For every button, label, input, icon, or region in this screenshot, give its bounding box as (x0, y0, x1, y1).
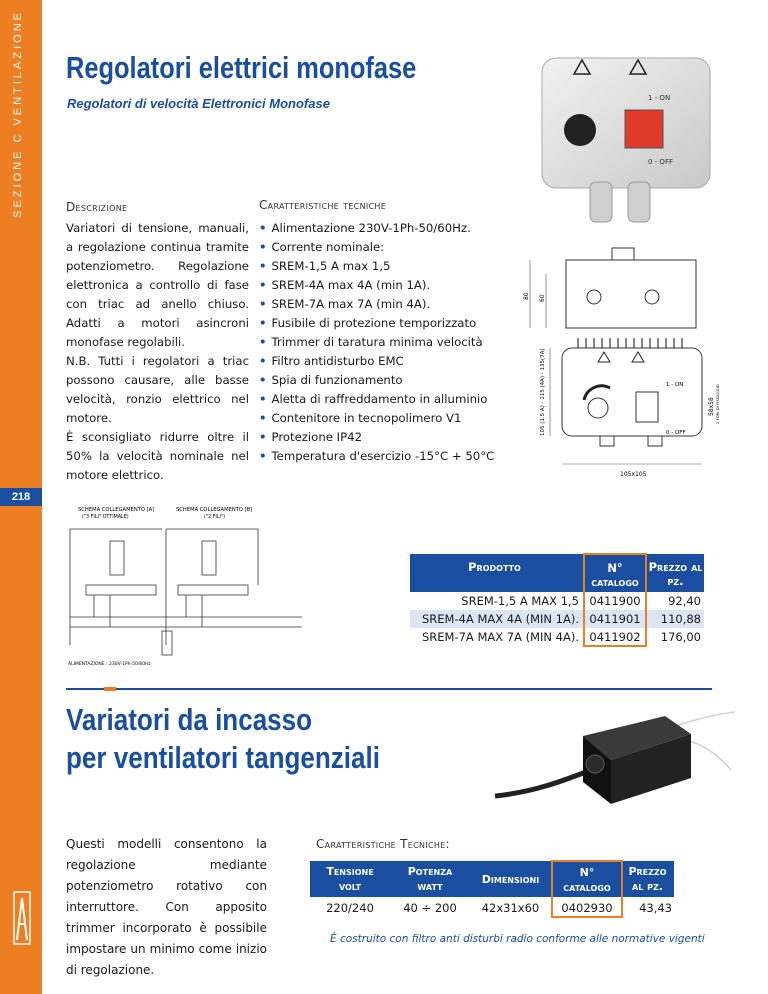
description-paragraph: Variatori di tensione, manuali, a regolazione continua tramite potenziometro. Regolazione elettronica a controllo di fase con triac ad anello chiuso. Adatti a motori asincroni monofase regolabili. (66, 221, 249, 349)
wiring-label-a: SCHEMA COLLEGAMENTO [A] (78, 507, 155, 513)
wiring-label-a2: ("3 FILI" OTTIMALE) (82, 515, 129, 520)
divider-accent (104, 687, 116, 691)
description-paragraph: È sconsigliato ridurre oltre il 50% la velocità nominale nel motore elettrico. (66, 430, 249, 482)
catalog-number: 0411901 (584, 610, 646, 628)
variator-table (310, 860, 674, 918)
product-name: SREM-7A MAX 7A (MIN 4A). (421, 630, 579, 644)
tech-item: • Contenitore in tecnopolimero V1 (259, 409, 514, 428)
tech-item: • SREM-7A max 7A (min 4A). (259, 295, 514, 314)
wiring-label-b2: ("2 FILI") (204, 515, 225, 520)
price: 176,00 (660, 630, 701, 644)
incasso-regulator-photo (495, 700, 735, 818)
dim-fix: 58x58 (708, 397, 715, 416)
tech-item: • SREM-1,5 A max 1,5 (259, 257, 514, 276)
wiring-diagram (62, 505, 312, 675)
header-catalog: N° catalogo (584, 554, 646, 592)
tech-item: • Corrente nominale: (259, 238, 514, 257)
wiring-supply-label: ALIMENTAZIONE : 230V-1Ph-50/60Hz (68, 662, 151, 667)
page-number: 218 (0, 488, 42, 506)
header-dimensions: Dimensioni (470, 861, 552, 897)
tech-item: • Trimmer di taratura minima velocità (259, 333, 514, 352)
product-name: SREM-1,5 A MAX 1,5 (461, 594, 579, 608)
catalog-number: 0402930 (552, 897, 622, 917)
dimensions-value: 42x31x60 (481, 901, 540, 915)
product-name: SREM-4A MAX 4A (MIN 1A). (410, 610, 584, 628)
tech-item: • Fusibile di protezione temporizzato (259, 314, 514, 333)
photo-off-label: 0 - OFF (648, 158, 673, 166)
tech-item: • SREM-4A max 4A (min 1A). (259, 276, 514, 295)
wiring-label-b: SCHEMA COLLEGAMENTO [B] (176, 507, 253, 513)
catalog-number: 0411902 (584, 628, 646, 646)
header-price: Prezzo al pz. (646, 554, 704, 592)
section2-title-line1: Variatori da incasso (66, 702, 313, 737)
price: 92,40 (668, 594, 701, 608)
tech-item: • Protezione IP42 (259, 428, 514, 447)
drawing-on-label: 1 - ON (666, 382, 684, 388)
tech-item: • Aletta di raffreddamento in alluminio (259, 390, 514, 409)
power-value: 40 ÷ 200 (403, 901, 457, 915)
description-heading: Descrizione (66, 200, 128, 214)
tech-item: • Temperatura d'esercizio -15°C + 50°C (259, 447, 514, 466)
section2-title (66, 701, 380, 777)
table-row (410, 592, 704, 610)
table-row (410, 628, 704, 646)
section-subtitle: Regolatori di velocità Elettronici Monofase (67, 96, 330, 111)
description-text (66, 219, 249, 485)
dimension-drawing (520, 240, 720, 480)
table-row (310, 897, 674, 917)
section-label: SEZIONE C VENTILAZIONE (12, 10, 24, 218)
header-price: Prezzo al pz. (622, 861, 674, 897)
header-power: Potenza watt (390, 861, 470, 897)
dim-80: 80 (523, 292, 530, 300)
dim-fix-note: 2 FORI DI FISSAGGIO (715, 384, 720, 424)
header-catalog: N° catalogo (552, 861, 622, 897)
footnote: È costruito con filtro anti disturbi radio conforme alle normative vigenti (330, 933, 705, 945)
header-product: Prodotto (410, 554, 584, 592)
tension-value: 220/240 (326, 901, 374, 915)
dim-height: 105 (1.5 A) - 115 (4A) - 135(7A) (540, 348, 546, 436)
header-tension: Tensione volt (310, 861, 390, 897)
brand-logo (12, 890, 32, 946)
price: 110,88 (646, 610, 704, 628)
dim-base: 105x105 (620, 471, 647, 478)
section2-body: Questi modelli consentono la regolazione mediante potenziometro rotativo con interruttore. Con apposito trimmer incorporato è possibile impostare un minimo come inizio di regolazione. (66, 837, 267, 977)
catalog-number: 0411900 (584, 592, 646, 610)
tech-item: • Alimentazione 230V-1Ph-50/60Hz. (259, 219, 514, 238)
section2-title-line2: per ventilatori tangenziali (66, 740, 381, 775)
photo-on-label: 1 - ON (648, 94, 671, 102)
tech-item: • Filtro antidisturbo EMC (259, 352, 514, 371)
description-paragraph: N.B. Tutti i regolatori a triac possono causare, alle basse velocità, ronzio elettrico nel motore. (66, 354, 249, 425)
product-price-table (410, 553, 704, 647)
drawing-off-label: 0 - OFF (666, 430, 686, 436)
dim-60: 60 (539, 294, 546, 302)
price: 43,43 (639, 901, 672, 915)
tech-list (259, 219, 514, 466)
tech-heading: Caratteristiche tecniche (259, 198, 387, 212)
section2-tech-heading: Caratteristiche Tecniche: (316, 837, 450, 851)
section-title: Regolatori elettrici monofase (66, 50, 417, 85)
regulator-photo (520, 50, 730, 240)
table-row (410, 610, 704, 628)
section-divider (66, 688, 712, 690)
tech-item: • Spia di funzionamento (259, 371, 514, 390)
